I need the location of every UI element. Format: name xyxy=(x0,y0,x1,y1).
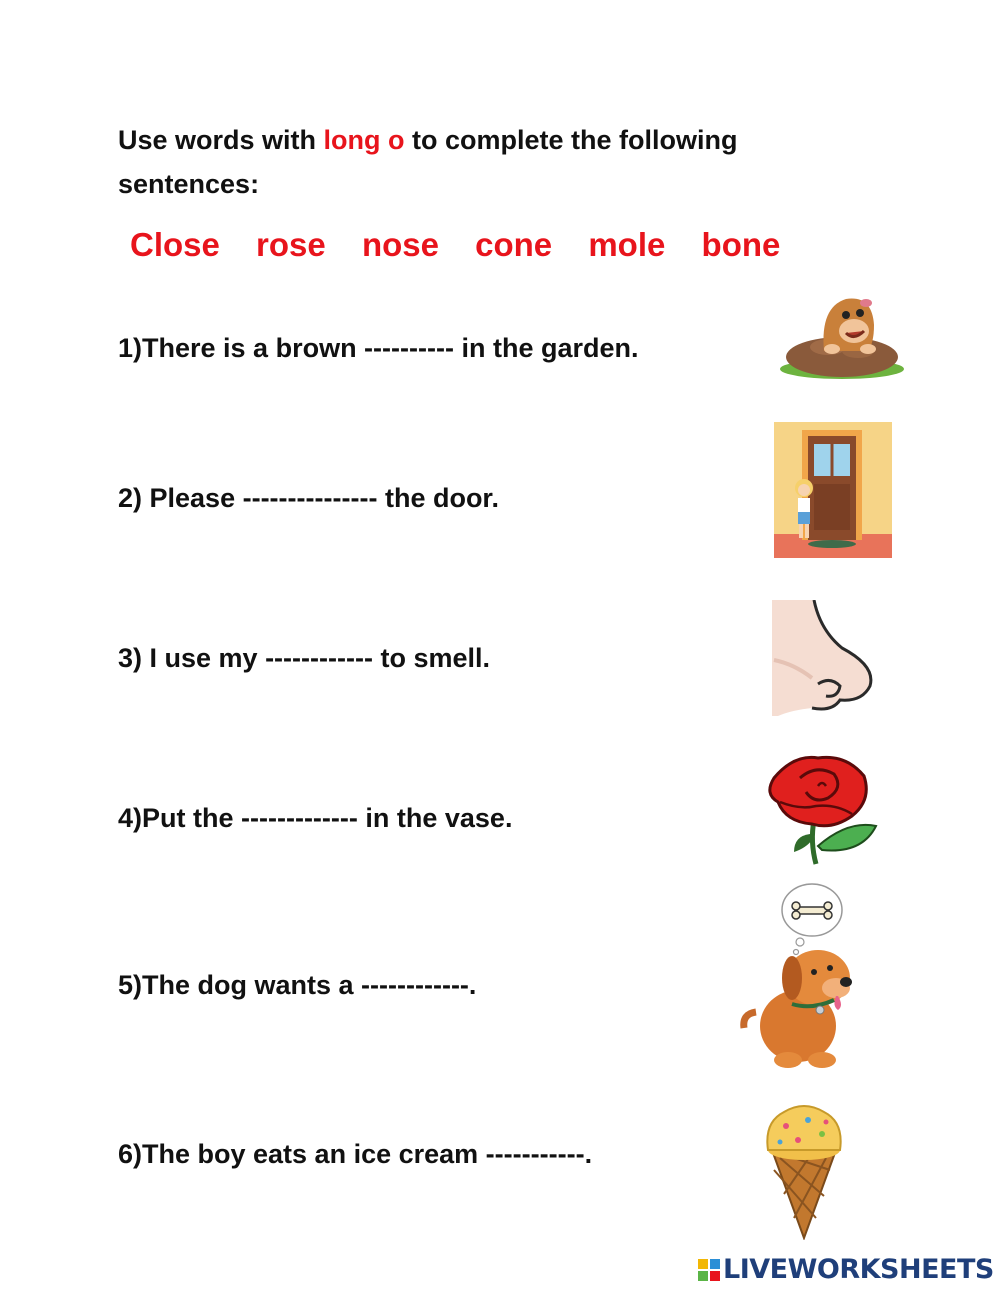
question-4: 4)Put the ------------- in the vase. xyxy=(118,803,513,833)
instructions xyxy=(118,118,818,206)
question-3: 3) I use my ------------ to smell. xyxy=(118,643,490,673)
logo-text: LIVEWORKSHEETS xyxy=(723,1254,994,1285)
word-bank-item: Close xyxy=(130,226,220,263)
question-6: 6)The boy eats an ice cream -----------. xyxy=(118,1139,593,1169)
rose-icon xyxy=(760,750,878,868)
door-icon xyxy=(774,422,892,558)
question-2: 2) Please --------------- the door. xyxy=(118,483,499,513)
word-bank-item: mole xyxy=(588,226,666,263)
nose-icon xyxy=(772,600,882,716)
mole-icon xyxy=(776,285,908,381)
instruction-part1: Use words with xyxy=(118,125,324,155)
logo-blocks-icon xyxy=(698,1259,720,1281)
word-bank-item: nose xyxy=(361,226,439,263)
word-bank-item: cone xyxy=(475,226,553,263)
instruction-highlight: long o xyxy=(323,125,405,155)
instruction-part2: to complete the following sentences: xyxy=(118,125,738,199)
dog-bone-icon xyxy=(738,880,888,1072)
word-bank xyxy=(130,226,807,264)
ice-cream-cone-icon xyxy=(764,1100,844,1240)
word-bank-item: rose xyxy=(256,226,326,263)
question-5: 5)The dog wants a ------------. xyxy=(118,970,477,1000)
liveworksheets-logo xyxy=(698,1254,994,1285)
question-1: 1)There is a brown ---------- in the garden. xyxy=(118,333,639,363)
word-bank-item: bone xyxy=(701,226,781,263)
